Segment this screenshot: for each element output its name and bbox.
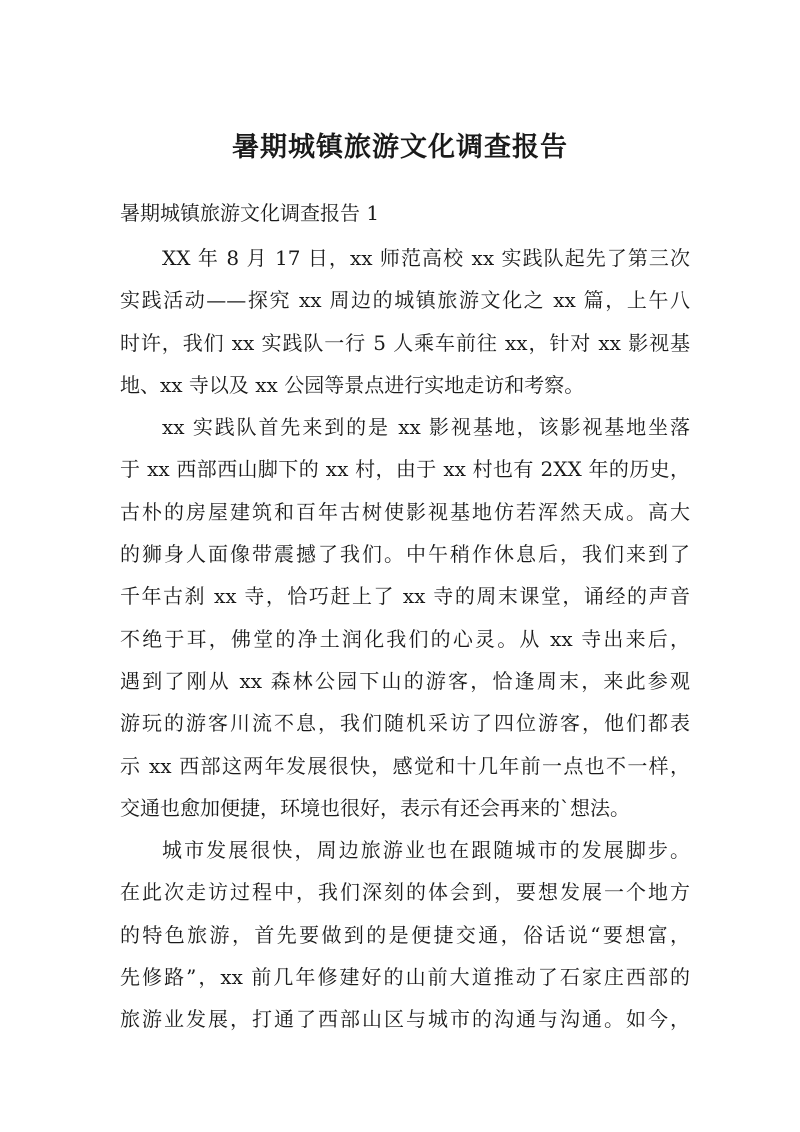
text-line: 城市发展很快，周边旅游业也在跟随城市的发展脚步。: [162, 838, 690, 863]
text-line: 遇到了刚从 xx 森林公园下山的游客，恰逢周末，来此参观: [120, 668, 690, 693]
text-line: 的狮身人面像带震撼了我们。中午稍作休息后，我们来到了: [120, 542, 690, 567]
text-line: 不绝于耳，佛堂的净土润化我们的心灵。从 xx 寺出来后，: [120, 626, 690, 651]
text-line: 于 xx 西部西山脚下的 xx 村，由于 xx 村也有 2XX 年的历史，: [120, 457, 690, 482]
text-line: 时许，我们 xx 实践队一行 5 人乘车前往 xx，针对 xx 影视基: [120, 330, 690, 355]
text-line: 交通也愈加便捷，环境也很好，表示有还会再来的`想法。: [120, 795, 630, 820]
text-line: 千年古刹 xx 寺，恰巧赶上了 xx 寺的周末课堂，诵经的声音: [120, 584, 690, 609]
page-title: 暑期城镇旅游文化调查报告: [232, 132, 568, 163]
text-line: 先修路”，xx 前几年修建好的山前大道推动了石家庄西部的: [120, 965, 690, 990]
text-line: 在此次走访过程中，我们深刻的体会到，要想发展一个地方: [120, 880, 690, 905]
text-line: 地、xx 寺以及 xx 公园等景点进行实地走访和考察。: [120, 372, 585, 397]
text-line: XX 年 8 月 17 日，xx 师范高校 xx 实践队起先了第三次: [162, 246, 690, 270]
section-heading: 暑期城镇旅游文化调查报告 1: [120, 201, 380, 225]
text-line: 旅游业发展，打通了西部山区与城市的沟通与沟通。如今，: [120, 1007, 690, 1032]
text-line: 游玩的游客川流不息，我们随机采访了四位游客，他们都表: [120, 711, 690, 736]
body-text: [120, 237, 690, 1041]
text-line: 古朴的房屋建筑和百年古树使影视基地仿若浑然天成。高大: [120, 499, 690, 524]
text-line: xx 实践队首先来到的是 xx 影视基地，该影视基地坐落: [162, 415, 690, 440]
text-line: 实践活动——探究 xx 周边的城镇旅游文化之 xx 篇，上午八: [120, 288, 690, 313]
text-line: 的特色旅游，首先要做到的是便捷交通，俗话说“要想富，: [120, 922, 690, 947]
text-line: 示 xx 西部这两年发展很快，感觉和十几年前一点也不一样，: [120, 753, 690, 778]
